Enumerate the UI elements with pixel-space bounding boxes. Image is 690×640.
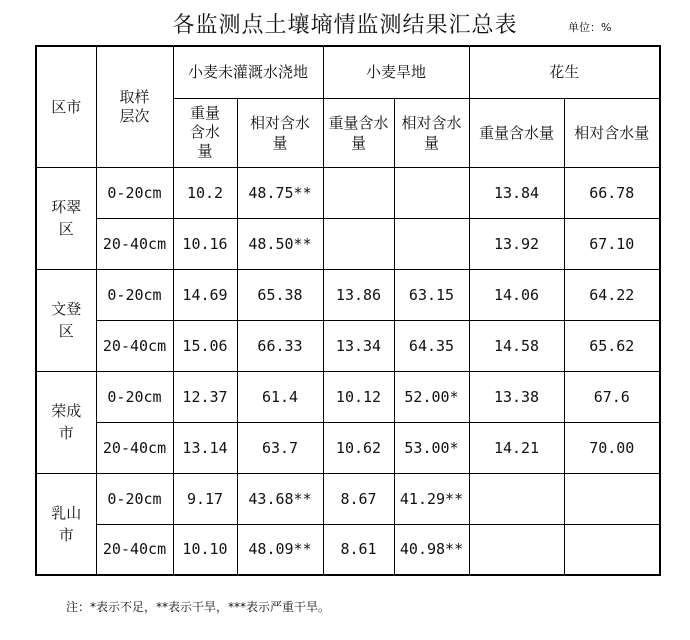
- district-name: 乳山市: [51, 503, 82, 544]
- value-cell: 70.00: [564, 422, 660, 473]
- layer-cell: 0-20cm: [96, 473, 173, 524]
- value-cell: 48.75**: [237, 167, 323, 218]
- value-cell: 63.7: [237, 422, 323, 473]
- header-layer-label: 取样层次: [119, 87, 150, 125]
- value-cell: 65.62: [564, 320, 660, 371]
- district-cell: [36, 269, 96, 371]
- value-cell: 48.50**: [237, 218, 323, 269]
- layer-cell: 20-40cm: [96, 320, 173, 371]
- header-layer: [96, 46, 173, 167]
- header-relative-water-label: 相对含水量: [574, 123, 650, 142]
- table-row: [36, 320, 660, 371]
- value-cell: 10.2: [173, 167, 237, 218]
- value-cell: 9.17: [173, 473, 237, 524]
- header-relative-water: [394, 98, 469, 167]
- district-cell: [36, 473, 96, 575]
- value-cell: 65.38: [237, 269, 323, 320]
- value-cell: 41.29**: [394, 473, 469, 524]
- header-group-label: 小麦旱地: [366, 63, 427, 82]
- value-cell: [564, 524, 660, 575]
- layer-cell: 20-40cm: [96, 524, 173, 575]
- header-relative-water: [237, 98, 323, 167]
- value-cell: 67.6: [564, 371, 660, 422]
- value-cell: 10.16: [173, 218, 237, 269]
- district-name: 环翠区: [51, 198, 82, 238]
- header-group-peanut: [469, 46, 660, 98]
- value-cell: 48.09**: [237, 524, 323, 575]
- header-district: [36, 46, 96, 167]
- district-name: 荣成市: [51, 402, 82, 442]
- district-cell: [36, 167, 96, 269]
- header-weight-water: [173, 98, 237, 167]
- value-cell: 64.35: [394, 320, 469, 371]
- value-cell: 14.21: [469, 422, 564, 473]
- value-cell: 14.69: [173, 269, 237, 320]
- layer-cell: 0-20cm: [96, 269, 173, 320]
- footnote: 注：*表示不足，**表示干旱，***表示严重干旱。: [66, 600, 331, 614]
- value-cell: 13.92: [469, 218, 564, 269]
- value-cell: 15.06: [173, 320, 237, 371]
- table-row: [36, 473, 660, 524]
- value-cell: [323, 218, 394, 269]
- header-district-label: 区市: [51, 97, 82, 116]
- value-cell: [469, 524, 564, 575]
- header-weight-water-label: 重量含水量: [328, 113, 389, 152]
- value-cell: 8.61: [323, 524, 394, 575]
- unit-label: 单位：%: [568, 21, 612, 34]
- value-cell: [394, 167, 469, 218]
- header-group-label: 小麦未灌溉水浇地: [187, 63, 308, 82]
- value-cell: 13.84: [469, 167, 564, 218]
- value-cell: 52.00*: [394, 371, 469, 422]
- value-cell: 40.98**: [394, 524, 469, 575]
- header-weight-water-label: 重量含水量: [479, 123, 555, 142]
- value-cell: 64.22: [564, 269, 660, 320]
- value-cell: 13.14: [173, 422, 237, 473]
- district-cell: [36, 371, 96, 473]
- value-cell: 67.10: [564, 218, 660, 269]
- header-relative-water-label: 相对含水量: [250, 113, 311, 152]
- value-cell: 14.06: [469, 269, 564, 320]
- value-cell: 13.34: [323, 320, 394, 371]
- page-title: 各监测点土壤墒情监测结果汇总表: [172, 13, 518, 38]
- value-cell: 10.10: [173, 524, 237, 575]
- header-relative-water: [564, 98, 660, 167]
- soil-moisture-table: [35, 45, 661, 576]
- header-weight-water-label: 重量含水量: [189, 104, 220, 160]
- header-group-wheat-dryland: [323, 46, 469, 98]
- value-cell: 10.62: [323, 422, 394, 473]
- value-cell: 12.37: [173, 371, 237, 422]
- value-cell: 66.78: [564, 167, 660, 218]
- value-cell: 14.58: [469, 320, 564, 371]
- header-weight-water: [469, 98, 564, 167]
- header-group-label: 花生: [549, 63, 580, 82]
- value-cell: 10.12: [323, 371, 394, 422]
- table-row: [36, 218, 660, 269]
- layer-cell: 20-40cm: [96, 218, 173, 269]
- layer-cell: 0-20cm: [96, 167, 173, 218]
- table-row: [36, 422, 660, 473]
- value-cell: [469, 473, 564, 524]
- layer-cell: 20-40cm: [96, 422, 173, 473]
- table-body: [36, 167, 660, 575]
- value-cell: 61.4: [237, 371, 323, 422]
- value-cell: 8.67: [323, 473, 394, 524]
- value-cell: 66.33: [237, 320, 323, 371]
- value-cell: 43.68**: [237, 473, 323, 524]
- table-row: [36, 269, 660, 320]
- table-row: [36, 167, 660, 218]
- value-cell: [564, 473, 660, 524]
- district-name: 文登区: [51, 300, 82, 340]
- value-cell: [323, 167, 394, 218]
- value-cell: 13.38: [469, 371, 564, 422]
- value-cell: [394, 218, 469, 269]
- header-group-wheat-unirrigated: [173, 46, 323, 98]
- header-weight-water: [323, 98, 394, 167]
- table-row: [36, 524, 660, 575]
- value-cell: 53.00*: [394, 422, 469, 473]
- value-cell: 13.86: [323, 269, 394, 320]
- table-row: [36, 371, 660, 422]
- value-cell: 63.15: [394, 269, 469, 320]
- header-relative-water-label: 相对含水量: [401, 113, 462, 152]
- layer-cell: 0-20cm: [96, 371, 173, 422]
